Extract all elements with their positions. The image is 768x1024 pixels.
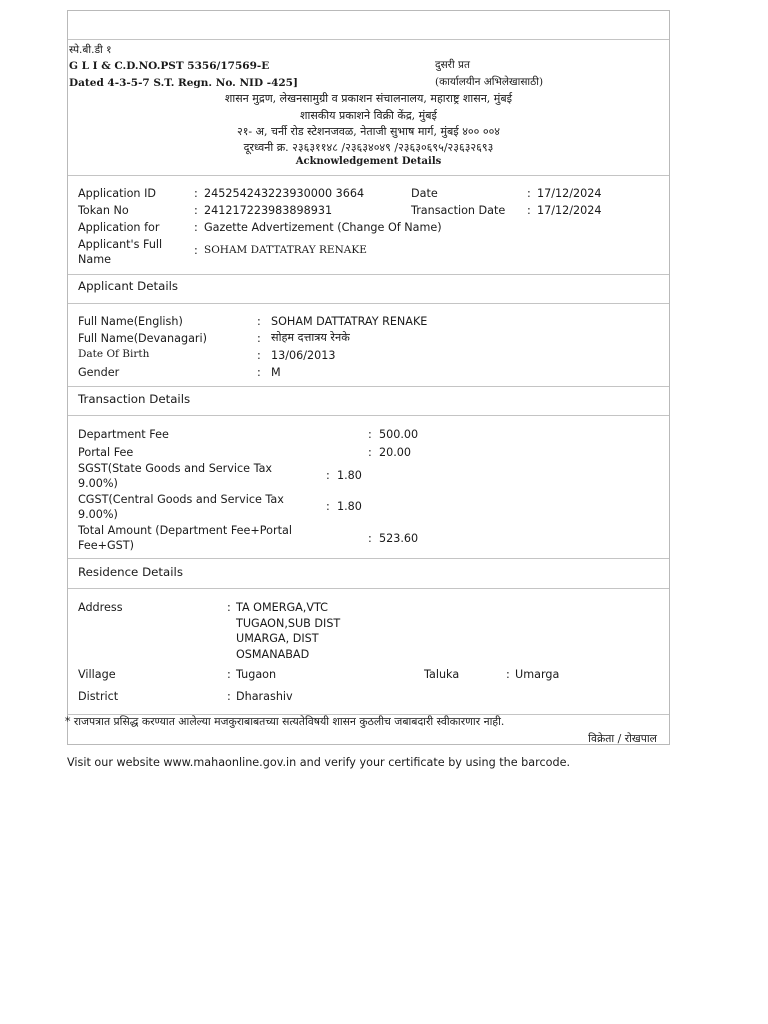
full-name-english-value: SOHAM DATTATRAY RENAKE <box>271 315 428 328</box>
separator: : <box>368 428 372 441</box>
taluka-value: Umarga <box>515 668 560 681</box>
separator: : <box>326 469 330 482</box>
separator: : <box>194 244 198 257</box>
footer-note: Visit our website www.mahaonline.gov.in and verify your certificate by using the barcode. <box>67 756 571 769</box>
dated-line: Dated 4-3-5-7 S.T. Regn. No. NID -425] <box>69 77 298 89</box>
seller-cashier-label: विक्रेता / रोखपाल <box>588 732 657 745</box>
separator: : <box>527 204 531 217</box>
separator: : <box>368 532 372 545</box>
divider <box>68 39 669 40</box>
residence-details-heading: Residence Details <box>78 565 183 579</box>
divider <box>68 274 669 275</box>
application-id-label: Application ID <box>78 187 156 200</box>
full-name-devanagari-value: सोहम दत्तात्रय रेनके <box>271 331 350 344</box>
acknowledgement-document <box>67 10 670 745</box>
address-label: Address <box>78 601 123 614</box>
dob-value: 13/06/2013 <box>271 349 336 362</box>
address-line: २१- अ, चर्नी रोड स्टेशनजवळ, नेताजी सुभाष मार्ग, मुंबई ४०० ००४ <box>236 125 501 138</box>
separator: : <box>227 668 231 681</box>
token-value: 241217223983898931 <box>204 204 333 217</box>
divider <box>68 386 669 387</box>
sales-line: शासकीय प्रकाशने विक्री केंद्र, मुंबई <box>300 109 437 122</box>
sgst-label: SGST(State Goods and Service Tax 9.00%) <box>78 462 273 490</box>
separator: : <box>227 690 231 703</box>
divider <box>68 303 669 304</box>
separator: : <box>194 221 198 234</box>
address-value: TA OMERGA,VTC TUGAON,SUB DIST UMARGA, DIST OSMANABAD <box>236 601 341 661</box>
village-label: Village <box>78 668 116 681</box>
transaction-date-label: Transaction Date <box>411 204 506 217</box>
separator: : <box>194 187 198 200</box>
village-value: Tugaon <box>236 668 277 681</box>
copy-label: दुसरी प्रत <box>435 59 470 71</box>
separator: : <box>368 446 372 459</box>
separator: : <box>257 366 261 379</box>
separator: : <box>326 500 330 513</box>
application-for-value: Gazette Advertizement (Change Of Name) <box>204 221 442 234</box>
phone-line: दूरध्वनी क्र. २३६३११४८ /२३६३४०४९ /२३६३०६९५/२३६३२६९३ <box>243 141 494 154</box>
applicant-name-value: SOHAM DATTATRAY RENAKE <box>204 244 367 256</box>
divider <box>68 588 669 589</box>
divider <box>68 558 669 559</box>
divider <box>68 175 669 176</box>
sgst-value: 1.80 <box>337 469 362 482</box>
gli-line: G L I & C.D.NO.PST 5356/17569-E <box>69 60 270 72</box>
taluka-label: Taluka <box>424 668 460 681</box>
date-label: Date <box>411 187 438 200</box>
code-marathi: स्पे.बी.डी १ <box>69 44 112 56</box>
token-label: Tokan No <box>78 204 129 217</box>
district-label: District <box>78 690 119 703</box>
cgst-value: 1.80 <box>337 500 362 513</box>
department-fee-label: Department Fee <box>78 428 169 441</box>
cgst-label: CGST(Central Goods and Service Tax 9.00%) <box>78 493 284 521</box>
copy-note: (कार्यालयीन अभिलेखासाठी) <box>435 76 544 88</box>
separator: : <box>527 187 531 200</box>
transaction-details-heading: Transaction Details <box>78 392 191 406</box>
application-for-label: Application for <box>78 221 160 234</box>
dept-line: शासन मुद्रण, लेखनसामुग्री व प्रकाशन संचालनालय, महाराष्ट्र शासन, मुंबई <box>224 92 513 105</box>
disclaimer: * राजपत्रात प्रसिद्ध करण्यात आलेल्या मजकुराबाबतच्या सत्यतेविषयी शासन कुठलीच जबाबदारी स्वीकारणार नाही. <box>65 715 505 728</box>
department-fee-value: 500.00 <box>379 428 419 441</box>
total-amount-value: 523.60 <box>379 532 419 545</box>
district-value: Dharashiv <box>236 690 293 703</box>
dob-label: Date Of Birth <box>78 348 150 360</box>
date-value: 17/12/2024 <box>537 187 602 200</box>
gender-label: Gender <box>78 366 120 379</box>
separator: : <box>257 332 261 345</box>
gender-value: M <box>271 366 281 379</box>
applicant-name-label: Applicant's Full Name <box>78 238 163 266</box>
full-name-devanagari-label: Full Name(Devanagari) <box>78 332 208 345</box>
separator: : <box>194 204 198 217</box>
transaction-date-value: 17/12/2024 <box>537 204 602 217</box>
application-id-value: 245254243223930000 3664 <box>204 187 365 200</box>
applicant-details-heading: Applicant Details <box>78 279 179 293</box>
portal-fee-value: 20.00 <box>379 446 412 459</box>
separator: : <box>227 601 231 614</box>
separator: : <box>257 315 261 328</box>
portal-fee-label: Portal Fee <box>78 446 134 459</box>
document-title: Acknowledgement Details <box>295 156 442 167</box>
separator: : <box>257 349 261 362</box>
divider <box>68 415 669 416</box>
separator: : <box>506 668 510 681</box>
full-name-english-label: Full Name(English) <box>78 315 183 328</box>
total-amount-label: Total Amount (Department Fee+Portal Fee+GST) <box>78 524 292 552</box>
